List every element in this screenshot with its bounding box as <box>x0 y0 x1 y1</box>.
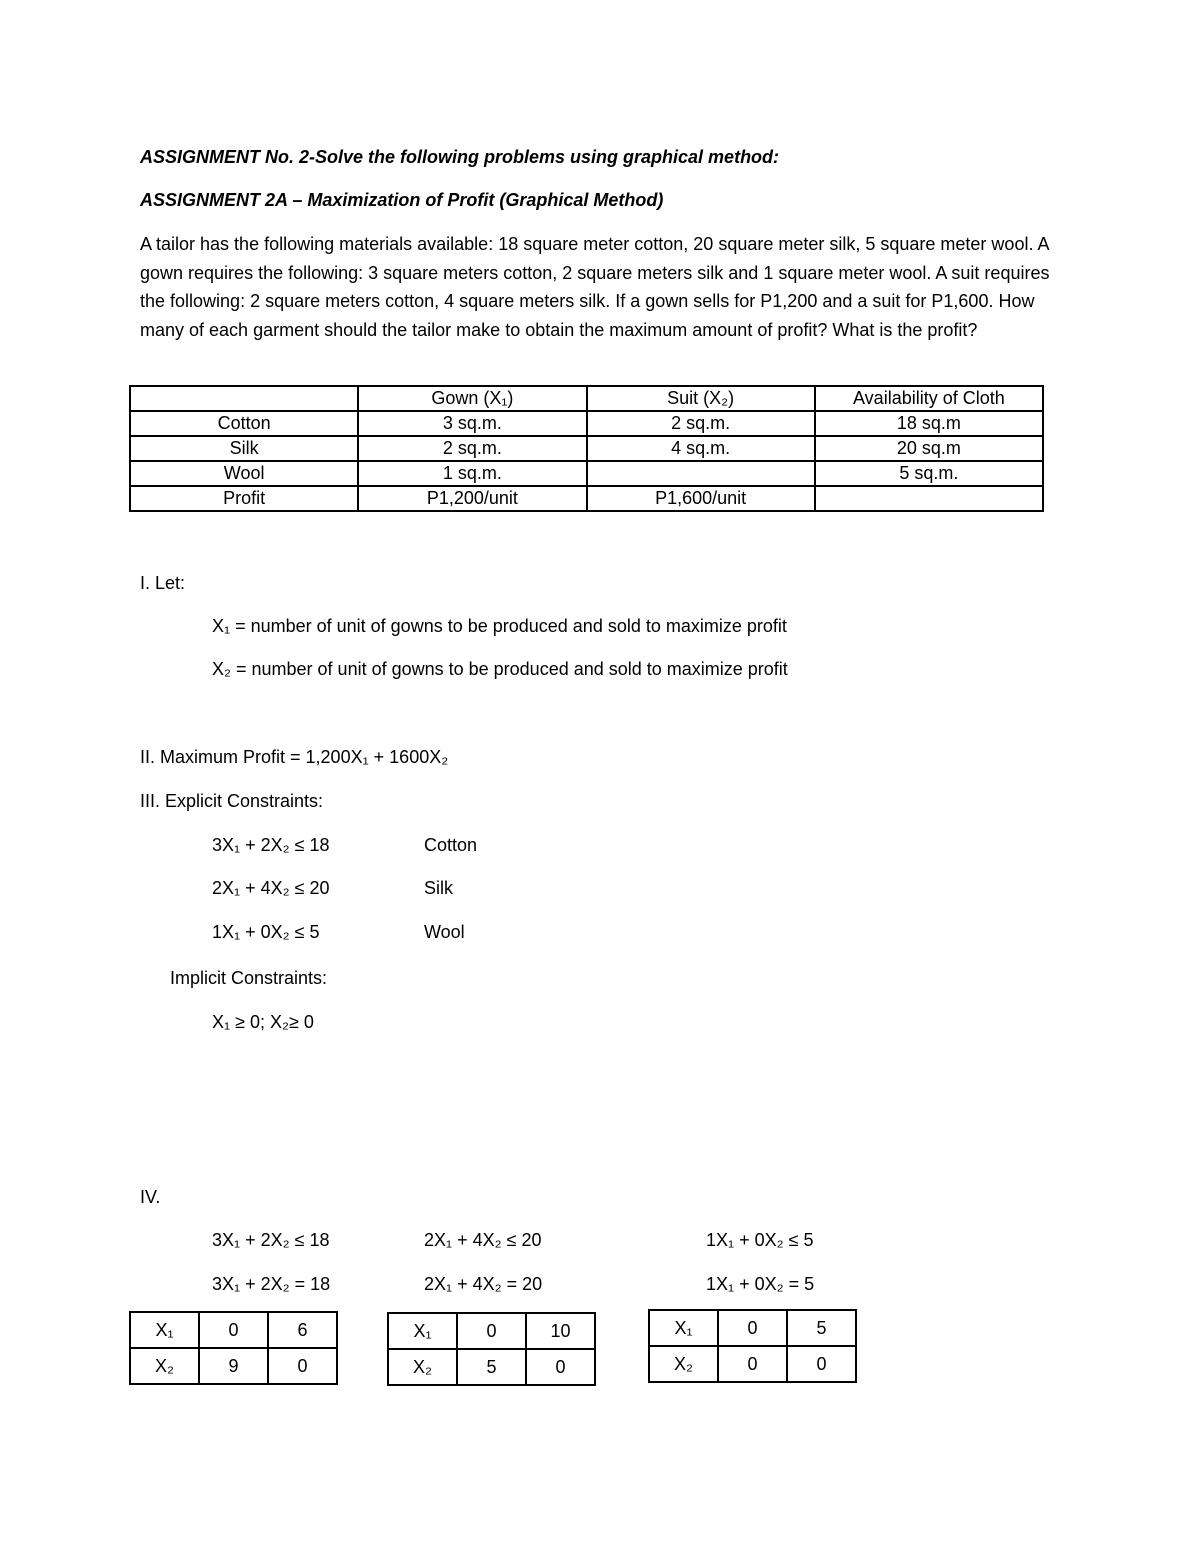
table-cell: 0 <box>787 1346 856 1382</box>
implicit-constraints: X₁ ≥ 0; X₂≥ 0 <box>212 1012 314 1032</box>
constraint-label: Cotton <box>424 835 478 855</box>
table-row <box>130 411 1043 436</box>
section4-heading: IV. <box>140 1187 161 1207</box>
table-row <box>649 1310 856 1346</box>
equation: 3X₁ + 2X₂ = 18 <box>212 1274 331 1294</box>
table-row <box>388 1313 595 1349</box>
table-cell: 20 sq.m <box>815 436 1043 461</box>
table-cell: 1 sq.m. <box>358 461 586 486</box>
problem-statement: A tailor has the following materials available: 18 square meter cotton, 20 square meter silk, 5 square meter wool. A gown requires the following: 3 square meters cotton, 2 square meters silk and 1 square meter wool. A suit requires the following: 2 square meters cotton, 4 square meters silk. If a gown sells for P1,200 and a suit for P1,600. How many of each garment should the tailor make to obtain the maximum amount of profit? What is the profit? <box>140 234 1050 340</box>
objective-function: II. Maximum Profit = 1,200X₁ + 1600X₂ <box>140 747 449 767</box>
x1-definition: X₁ = number of unit of gowns to be produced and sold to maximize profit <box>212 616 787 636</box>
implicit-heading: Implicit Constraints: <box>170 968 328 988</box>
table-cell: 5 <box>787 1310 856 1346</box>
table-row <box>130 486 1043 511</box>
table-cell: Suit (X₂) <box>587 386 815 411</box>
table-cell: 0 <box>718 1346 787 1382</box>
table-cell: 6 <box>268 1312 337 1348</box>
table-cell: X₂ <box>388 1349 457 1385</box>
section3-heading: III. Explicit Constraints: <box>140 791 324 811</box>
table-cell: 3 sq.m. <box>358 411 586 436</box>
table-cell: X₁ <box>388 1313 457 1349</box>
x2-definition: X₂ = number of unit of gowns to be produced and sold to maximize profit <box>212 659 788 679</box>
table-cell: 9 <box>199 1348 268 1384</box>
table-cell: 0 <box>199 1312 268 1348</box>
table-header-row <box>130 386 1043 411</box>
table-cell: X₁ <box>130 1312 199 1348</box>
table-cell: P1,600/unit <box>587 486 815 511</box>
table-row <box>388 1349 595 1385</box>
table-cell: 2 sq.m. <box>587 411 815 436</box>
table-row <box>130 1348 337 1384</box>
assignment-subtitle: ASSIGNMENT 2A – Maximization of Profit (Graphical Method) <box>140 190 664 210</box>
equation: 1X₁ + 0X₂ = 5 <box>706 1274 815 1294</box>
table-cell: X₁ <box>649 1310 718 1346</box>
table-cell: 5 sq.m. <box>815 461 1043 486</box>
table-cell: X₂ <box>130 1348 199 1384</box>
intercept-table <box>387 1312 596 1386</box>
table-cell: Cotton <box>130 411 358 436</box>
constraint-expr: 2X₁ + 4X₂ ≤ 20 <box>212 878 330 898</box>
constraint-label: Wool <box>424 922 465 942</box>
section1-heading: I. Let: <box>140 573 186 593</box>
table-cell: 10 <box>526 1313 595 1349</box>
table-cell: 4 sq.m. <box>587 436 815 461</box>
table-cell: 0 <box>718 1310 787 1346</box>
inequality: 1X₁ + 0X₂ ≤ 5 <box>706 1230 814 1250</box>
table-cell: 2 sq.m. <box>358 436 586 461</box>
assignment-title: ASSIGNMENT No. 2-Solve the following problems using graphical method: <box>140 147 780 167</box>
constraint-expr: 1X₁ + 0X₂ ≤ 5 <box>212 922 320 942</box>
intercept-table <box>648 1309 857 1383</box>
inequality: 3X₁ + 2X₂ ≤ 18 <box>212 1230 330 1250</box>
table-cell: Silk <box>130 436 358 461</box>
table-cell: Wool <box>130 461 358 486</box>
table-cell: 0 <box>268 1348 337 1384</box>
constraint-expr: 3X₁ + 2X₂ ≤ 18 <box>212 835 330 855</box>
table-row <box>130 1312 337 1348</box>
table-cell: 0 <box>526 1349 595 1385</box>
table-cell: P1,200/unit <box>358 486 586 511</box>
table-row <box>130 461 1043 486</box>
inequality: 2X₁ + 4X₂ ≤ 20 <box>424 1230 542 1250</box>
table-row <box>649 1346 856 1382</box>
table-cell: 18 sq.m <box>815 411 1043 436</box>
table-cell: 0 <box>457 1313 526 1349</box>
table-cell: 5 <box>457 1349 526 1385</box>
table-cell <box>587 461 815 486</box>
materials-table <box>129 385 1044 512</box>
table-cell <box>815 486 1043 511</box>
table-cell: Gown (X₁) <box>358 386 586 411</box>
table-cell: X₂ <box>649 1346 718 1382</box>
table-cell <box>130 386 358 411</box>
table-row <box>130 436 1043 461</box>
table-cell: Profit <box>130 486 358 511</box>
table-cell: Availability of Cloth <box>815 386 1043 411</box>
constraint-label: Silk <box>424 878 454 898</box>
intercept-table <box>129 1311 338 1385</box>
equation: 2X₁ + 4X₂ = 20 <box>424 1274 543 1294</box>
